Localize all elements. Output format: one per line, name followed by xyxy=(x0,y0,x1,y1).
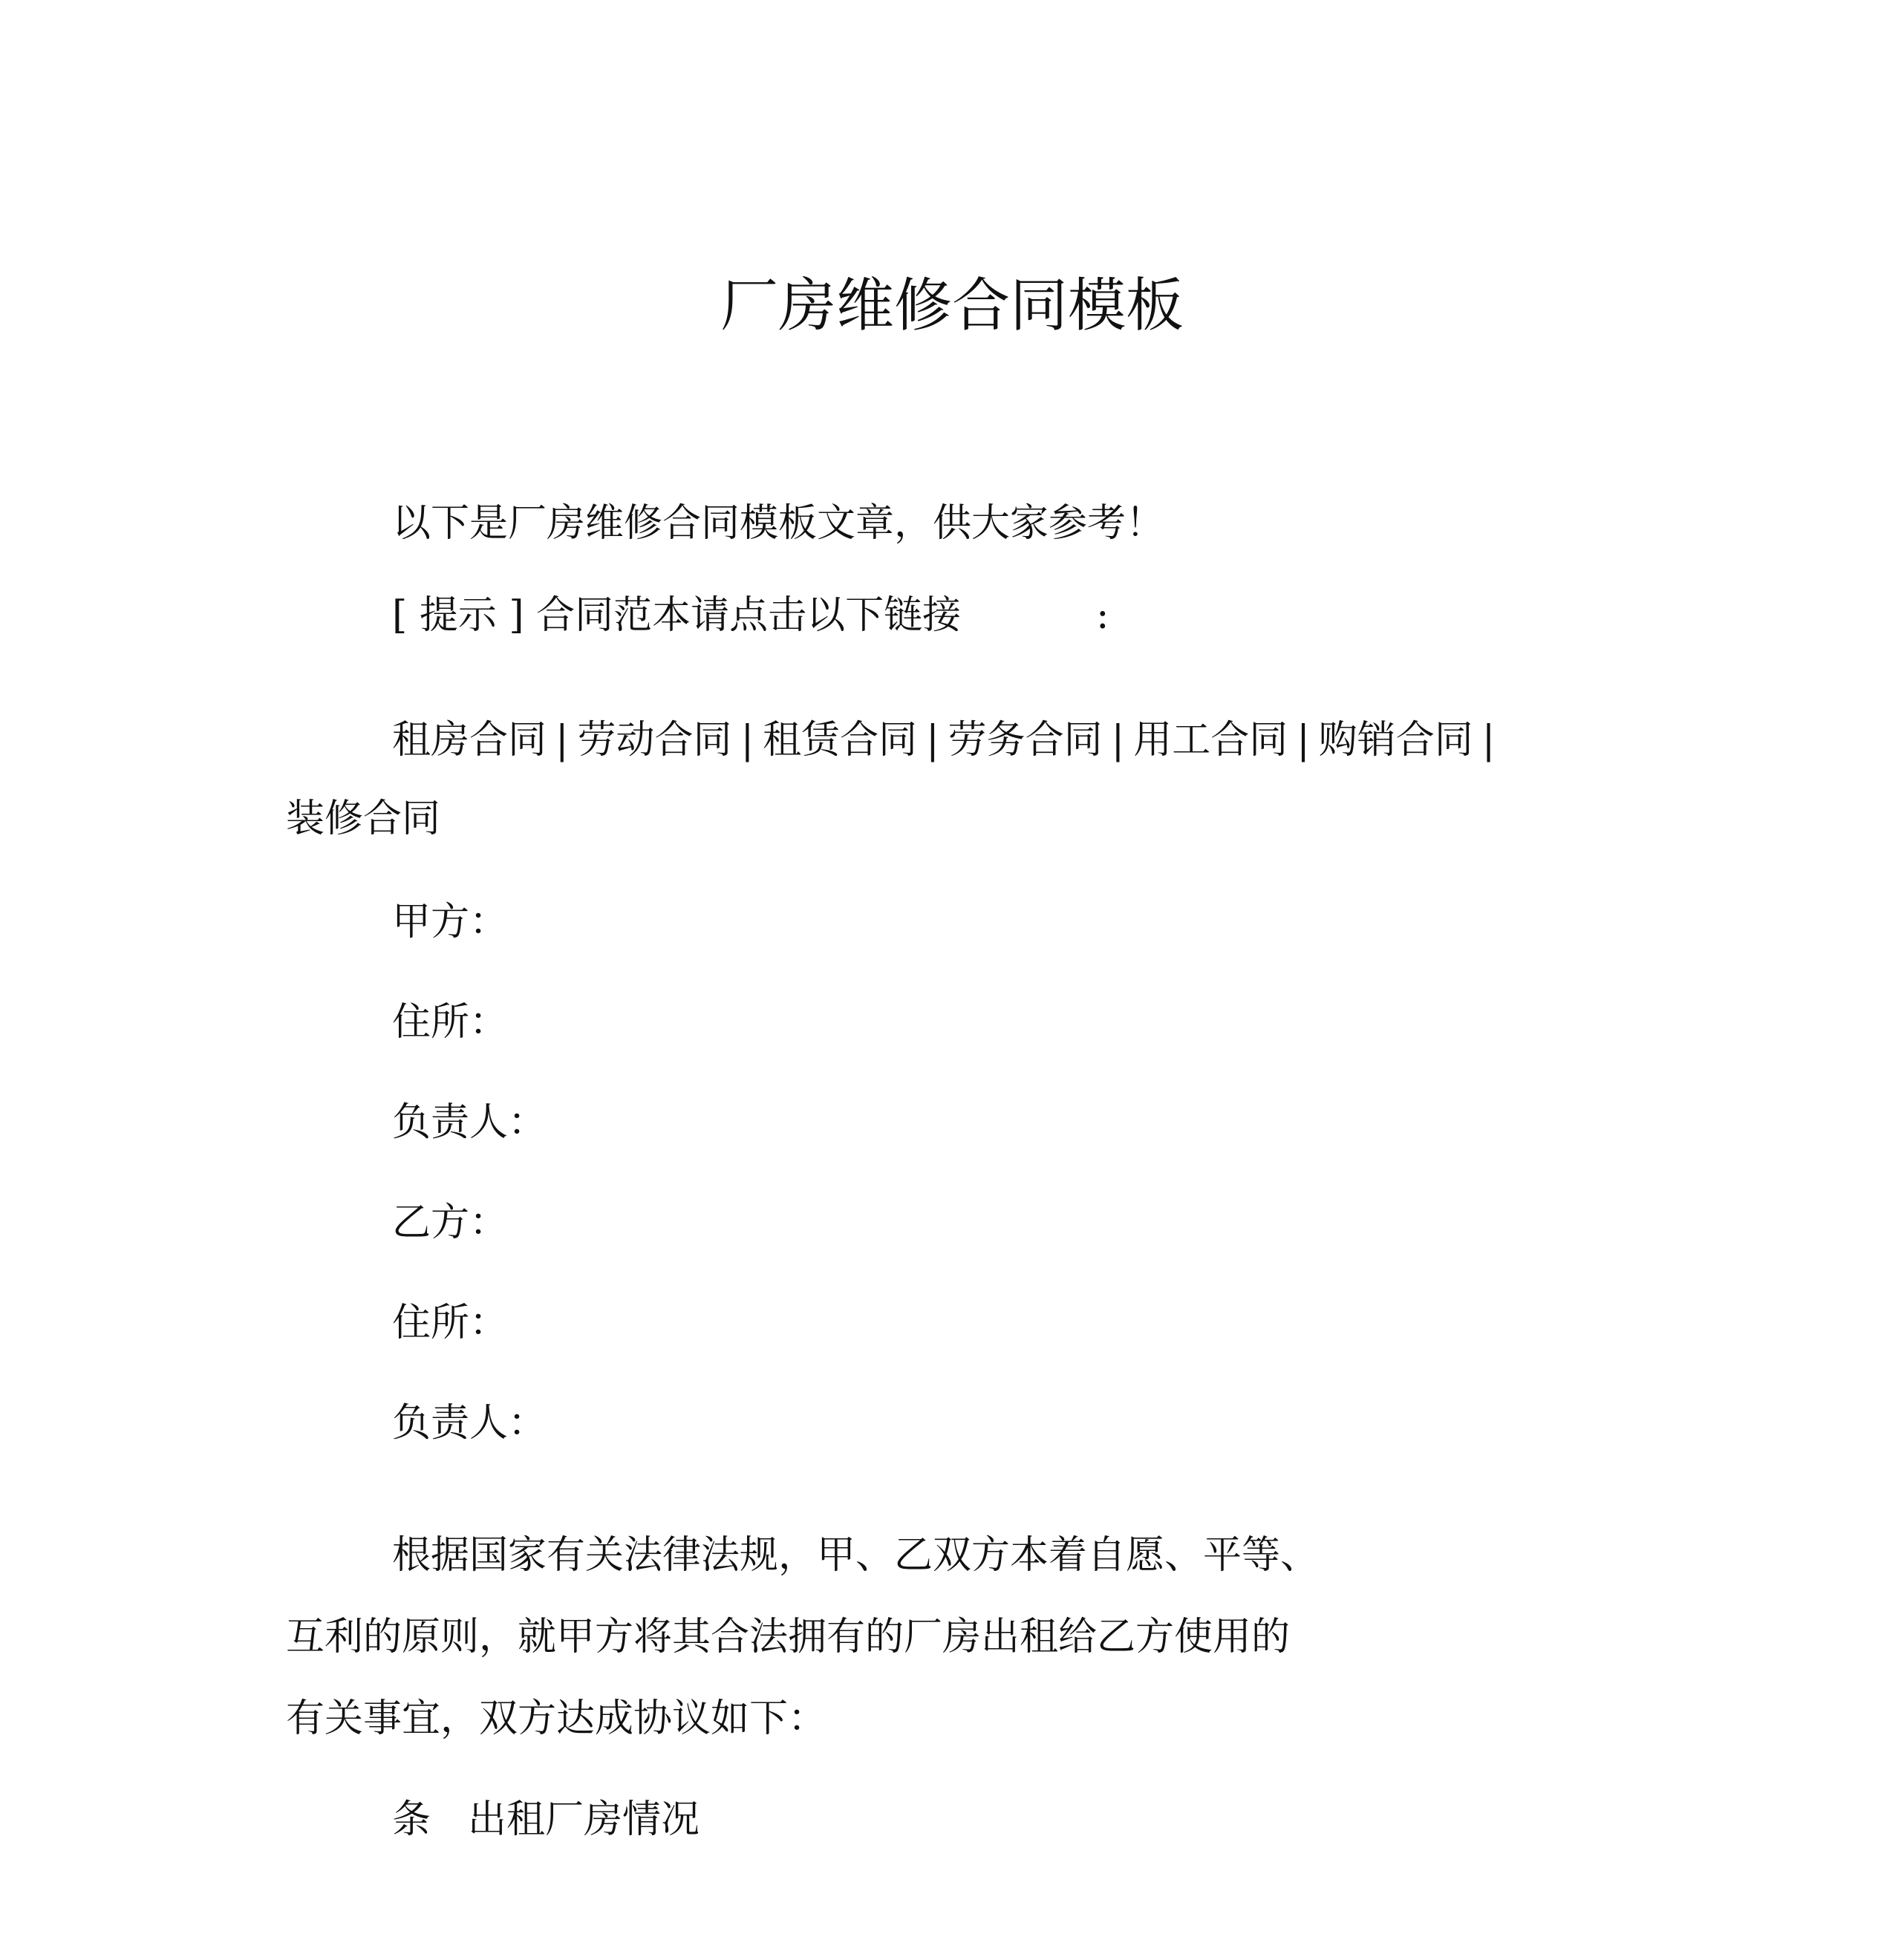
party-b-address-label: 住所： xyxy=(392,1301,509,1345)
link-separator: | xyxy=(926,718,939,762)
article-title: 出租厂房情况 xyxy=(468,1797,700,1842)
link-purchase-contract[interactable]: 购销合同 xyxy=(1318,718,1473,762)
preamble-line-1: 根据国家有关法律法规，甲、乙双方本着自愿、平等、 xyxy=(392,1533,1320,1578)
preamble-line-3: 有关事宜，双方达成协议如下： xyxy=(286,1696,827,1741)
contract-links-row-2 xyxy=(286,793,440,845)
link-rental-contract[interactable]: 租房合同 xyxy=(392,718,547,762)
link-separator: | xyxy=(740,718,754,762)
document-title: 厂房维修合同模板 xyxy=(720,272,1184,339)
party-a-label: 甲方： xyxy=(392,900,509,944)
party-a-address-label: 住所： xyxy=(392,1000,509,1045)
hint-colon: : xyxy=(1096,593,1109,638)
link-decoration-contract[interactable]: 装修合同 xyxy=(286,797,441,841)
link-service-contract[interactable]: 劳务合同 xyxy=(948,718,1103,762)
link-separator: | xyxy=(555,718,569,762)
party-b-principal-label: 负责人： xyxy=(392,1401,547,1446)
contract-links-row xyxy=(392,714,1504,766)
link-separator: | xyxy=(1481,718,1496,762)
link-separator: | xyxy=(1111,718,1125,762)
intro-paragraph: 以下是厂房维修合同模板文章，供大家参考！ xyxy=(392,501,1165,546)
article-heading xyxy=(392,1794,700,1846)
party-b-label: 乙方： xyxy=(392,1200,509,1245)
link-lease-contract[interactable]: 租赁合同 xyxy=(763,718,918,762)
article-label: 条 xyxy=(392,1797,431,1842)
hint-text: [ 提示 ] 合同范本请点击以下链接 xyxy=(392,593,962,638)
link-separator: | xyxy=(1297,718,1310,762)
preamble-line-2: 互利的原则，就甲方将其合法拥有的厂房出租给乙方使用的 xyxy=(286,1615,1291,1659)
link-employment-contract[interactable]: 用工合同 xyxy=(1133,718,1288,762)
link-labor-contract[interactable]: 劳动合同 xyxy=(577,718,732,762)
party-a-principal-label: 负责人： xyxy=(392,1100,547,1145)
